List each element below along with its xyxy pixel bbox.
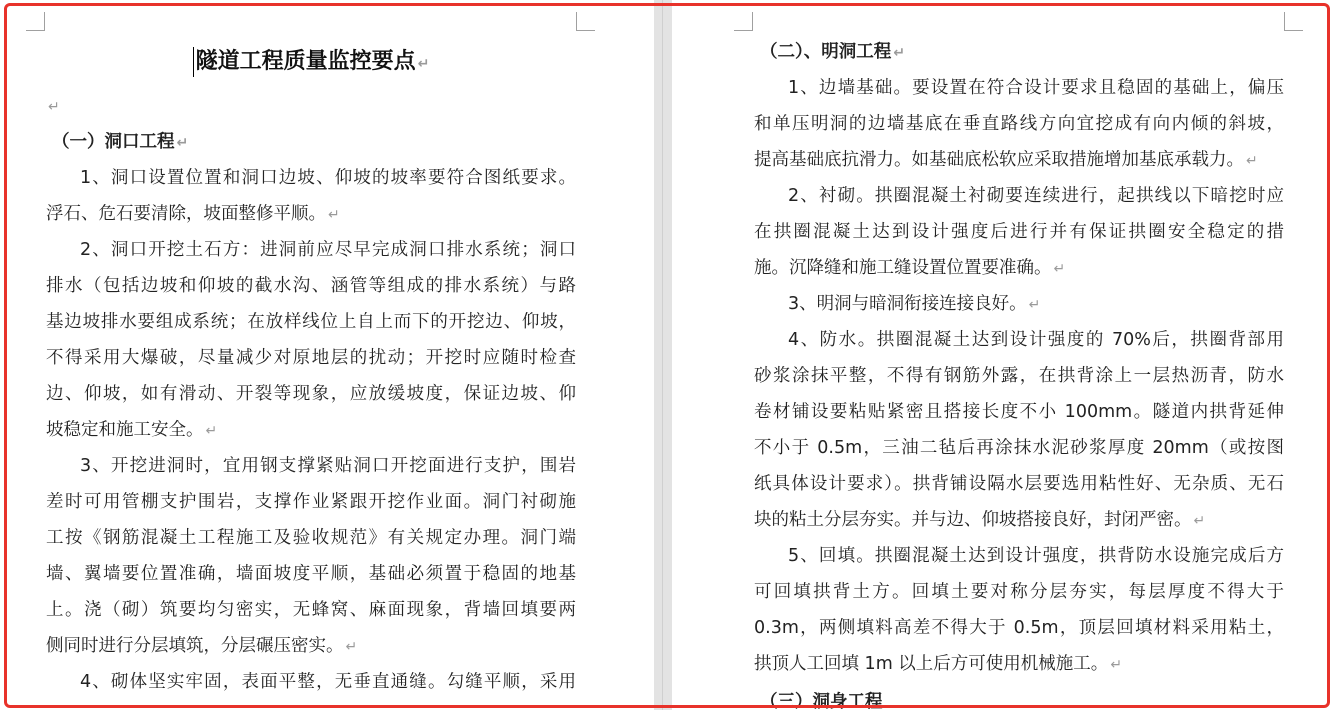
text-line: 墙、翼墙要位置准确，墙面坡度平顺，基础必须置于稳固的地基 (46, 564, 576, 584)
text-line-content: 拱顶人工回填 1m 以上后方可使用机械施工。 (754, 654, 1109, 674)
document-page-left[interactable] (0, 0, 654, 710)
section-heading: （三）洞身工程 (760, 692, 883, 710)
page-corner-mark (1284, 12, 1303, 31)
text-line-content: 块的粘土分层夯实。并与边、仰坡搭接良好，封闭严密。 (754, 510, 1192, 530)
text-line: 不小于 0.5m，三油二毡后再涂抹水泥砂浆厚度 20mm（或按图 (754, 438, 1284, 458)
paragraph-mark-icon: ↵ (417, 56, 430, 72)
text-line: 边、仰坡，如有滑动、开裂等现象，应放缓坡度，保证边坡、仰 (46, 384, 576, 404)
text-line: 不得采用大爆破，尽量减少对原地层的扰动；开挖时应随时检查 (46, 348, 576, 368)
page-gutter (654, 0, 672, 710)
text-line: 排水（包括边坡和仰坡的截水沟、涵管等组成的排水系统）与路 (46, 276, 576, 296)
paragraph-mark-icon: ↵ (48, 99, 60, 115)
text-line: 1、边墙基础。要设置在符合设计要求且稳固的基础上，偏压 (788, 78, 1284, 98)
text-line (754, 646, 1284, 682)
paragraph-mark-icon: ↵ (1053, 261, 1066, 277)
paragraph-mark-icon: ↵ (176, 135, 189, 151)
text-line (754, 142, 1284, 178)
text-line: 基边坡排水要组成系统；在放样线位上自上而下的开挖边、仰坡， (46, 312, 576, 332)
text-cursor (193, 47, 194, 77)
text-line: 2、衬砌。拱圈混凝土衬砌要连续进行，起拱线以下暗挖时应 (788, 186, 1284, 206)
text-line (754, 502, 1284, 538)
text-line-content: 浮石、危石要清除，坡面整修平顺。 (46, 204, 326, 224)
paragraph-mark-icon: ↵ (328, 207, 340, 223)
text-line (46, 412, 576, 448)
page-corner-mark (26, 12, 45, 31)
page-separator (662, 0, 663, 710)
paragraph-mark-icon: ↵ (345, 639, 358, 655)
text-line (754, 286, 1284, 322)
document-title[interactable] (46, 42, 576, 84)
text-line: 5、回填。拱圈混凝土达到设计强度，拱背防水设施完成后方 (788, 546, 1284, 566)
text-line: 在拱圈混凝土达到设计强度后进行并有保证拱圈安全稳定的措 (754, 222, 1284, 242)
section-heading-text: （一）洞口工程 (52, 132, 175, 152)
paragraph-mark-icon: ↵ (1193, 513, 1206, 529)
text-line-content: 3、明洞与暗洞衔接连接良好。 (788, 294, 1027, 314)
text-line-content: 侧同时进行分层填筑，分层碾压密实。 (46, 636, 344, 656)
text-line-content: 坡稳定和施工安全。 (46, 420, 204, 440)
paragraph-mark-icon: ↵ (1110, 657, 1123, 673)
text-line-content: 提高基础底抗滑力。如基础底松软应采取措施增加基底承载力。 (754, 150, 1244, 170)
text-line: 和单压明洞的边墙基底在垂直路线方向宜挖成有向内倾的斜坡， (754, 114, 1284, 134)
text-line: 纸具体设计要求）。拱背铺设隔水层要选用粘性好、无杂质、无石 (754, 474, 1284, 494)
paragraph-mark-icon: ↵ (205, 423, 218, 439)
text-line: 差时可用管棚支护围岩，支撑作业紧跟开挖作业面。洞门衬砌施 (46, 492, 576, 512)
document-title-text: 隧道工程质量监控要点 (195, 49, 416, 74)
paragraph-mark-icon: ↵ (1246, 153, 1258, 169)
text-line: 1、洞口设置位置和洞口边坡、仰坡的坡率要符合图纸要求。 (80, 168, 576, 188)
section-heading (52, 124, 582, 160)
page-corner-mark (734, 12, 753, 31)
text-line: 2、洞口开挖土石方：进洞前应尽早完成洞口排水系统；洞口 (80, 240, 576, 260)
text-line: 3、开挖进洞时，宜用钢支撑紧贴洞口开挖面进行支护，围岩 (80, 456, 576, 476)
text-line-content: 施。沉降缝和施工缝设置位置要准确。 (754, 258, 1052, 278)
text-line (754, 250, 1284, 286)
text-line: 上。浇（砌）筑要均匀密实，无蜂窝、麻面现象，背墙回填要两 (46, 600, 576, 620)
text-line: 0.3m，两侧填料高差不得大于 0.5m，顶层回填材料采用粘土， (754, 618, 1284, 638)
text-line: 4、防水。拱圈混凝土达到设计强度的 70%后，拱圈背部用 (788, 330, 1284, 350)
document-page-right[interactable] (672, 0, 1331, 710)
text-line (46, 196, 576, 232)
page-corner-mark (576, 12, 595, 31)
section-heading-text: （二）、明洞工程 (760, 42, 892, 62)
text-line: 可回填拱背土方。回填土要对称分层夯实，每层厚度不得大于 (754, 582, 1284, 602)
empty-paragraph (46, 88, 576, 124)
text-line: 4、砌体坚实牢固，表面平整，无垂直通缝。勾缝平顺，采用 (80, 672, 576, 692)
paragraph-mark-icon: ↵ (1028, 297, 1041, 313)
text-line (46, 628, 576, 664)
paragraph-mark-icon: ↵ (893, 45, 905, 61)
section-heading (760, 34, 1290, 70)
text-line: 砂浆涂抹平整，不得有钢筋外露，在拱背涂上一层热沥青，防水 (754, 366, 1284, 386)
text-line: 卷材铺设要粘贴紧密且搭接长度不小 100mm。隧道内拱背延伸 (754, 402, 1284, 422)
text-line: 工按《钢筋混凝土工程施工及验收规范》有关规定办理。洞门端 (46, 528, 576, 548)
